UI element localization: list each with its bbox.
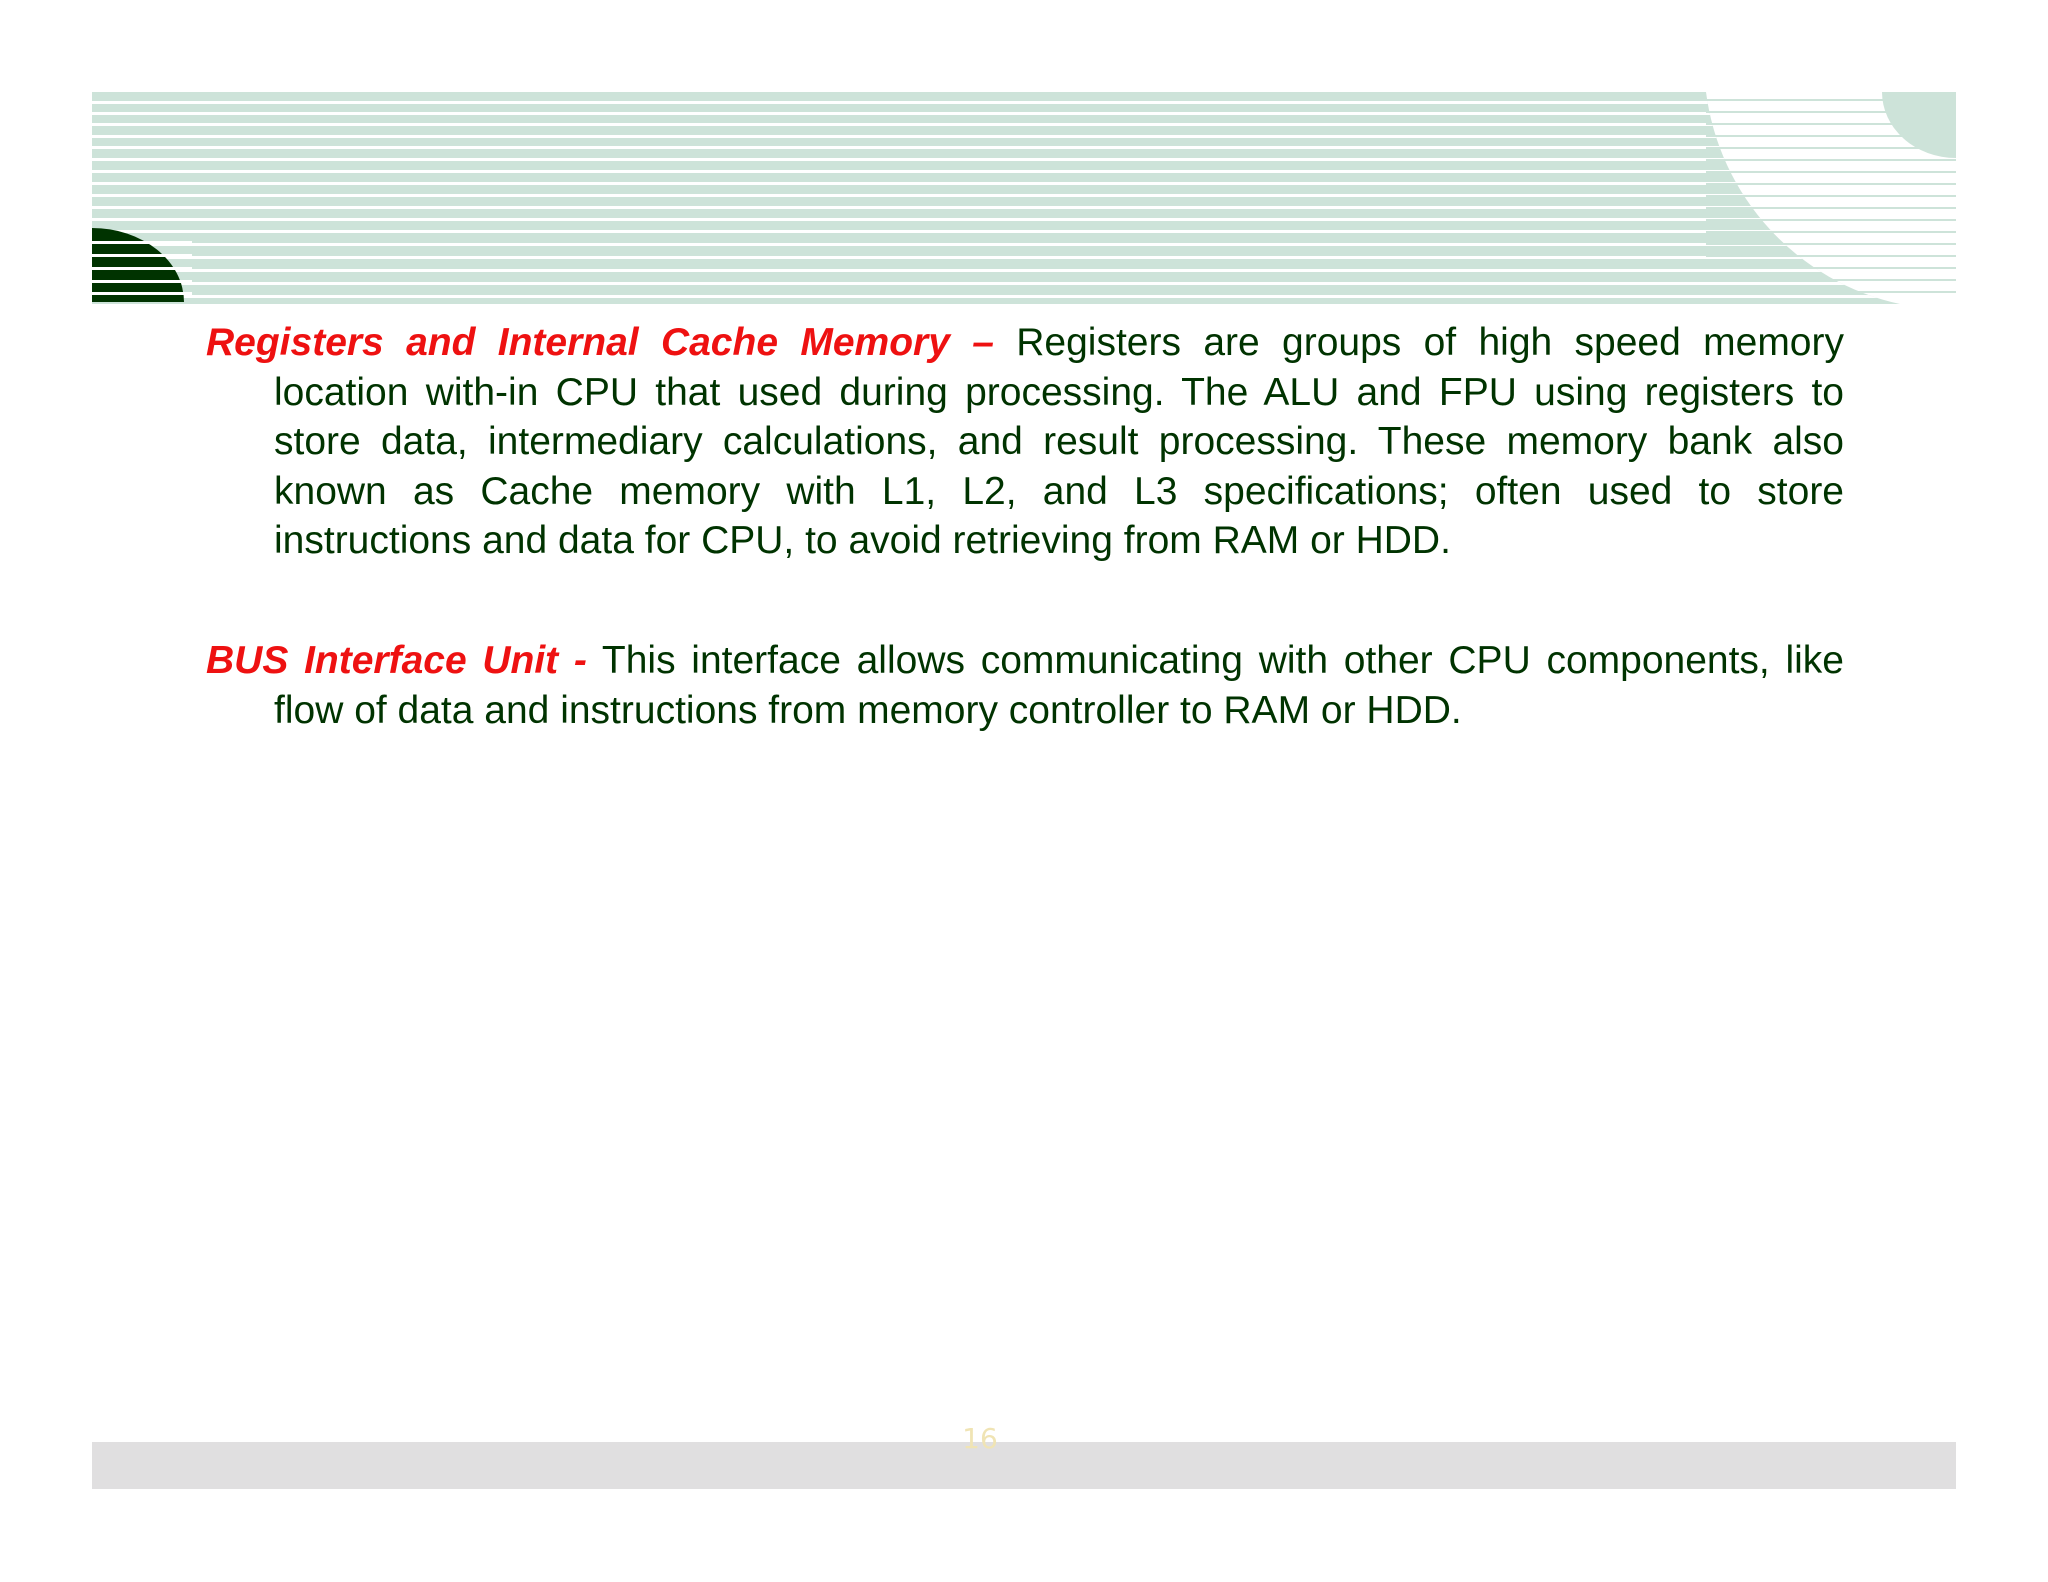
page-number: 16 bbox=[962, 1422, 998, 1455]
paragraph-bus-interface bbox=[206, 636, 1844, 735]
definition-bus-interface: This interface allows communicating with other CPU components, like flow of data and instructions from memory controller to RAM or HDD. bbox=[274, 639, 1844, 732]
term-bus-interface: BUS Interface Unit - bbox=[206, 639, 587, 682]
header-stripes bbox=[92, 92, 1956, 304]
header-decoration bbox=[0, 0, 2048, 320]
definition-registers-cache: Registers are groups of high speed memory location with-in CPU that used during processing. The ALU and FPU using registers to store data, intermediary calculations, and result processing. These memory bank also known as Cache memory with L1, L2, and L3 specifications; often used to store instructions and data for CPU, to avoid retrieving from RAM or HDD. bbox=[274, 321, 1844, 562]
term-registers-cache: Registers and Internal Cache Memory – bbox=[206, 321, 994, 364]
footer-bar bbox=[92, 1442, 1956, 1489]
paragraph-registers-cache bbox=[206, 318, 1844, 566]
